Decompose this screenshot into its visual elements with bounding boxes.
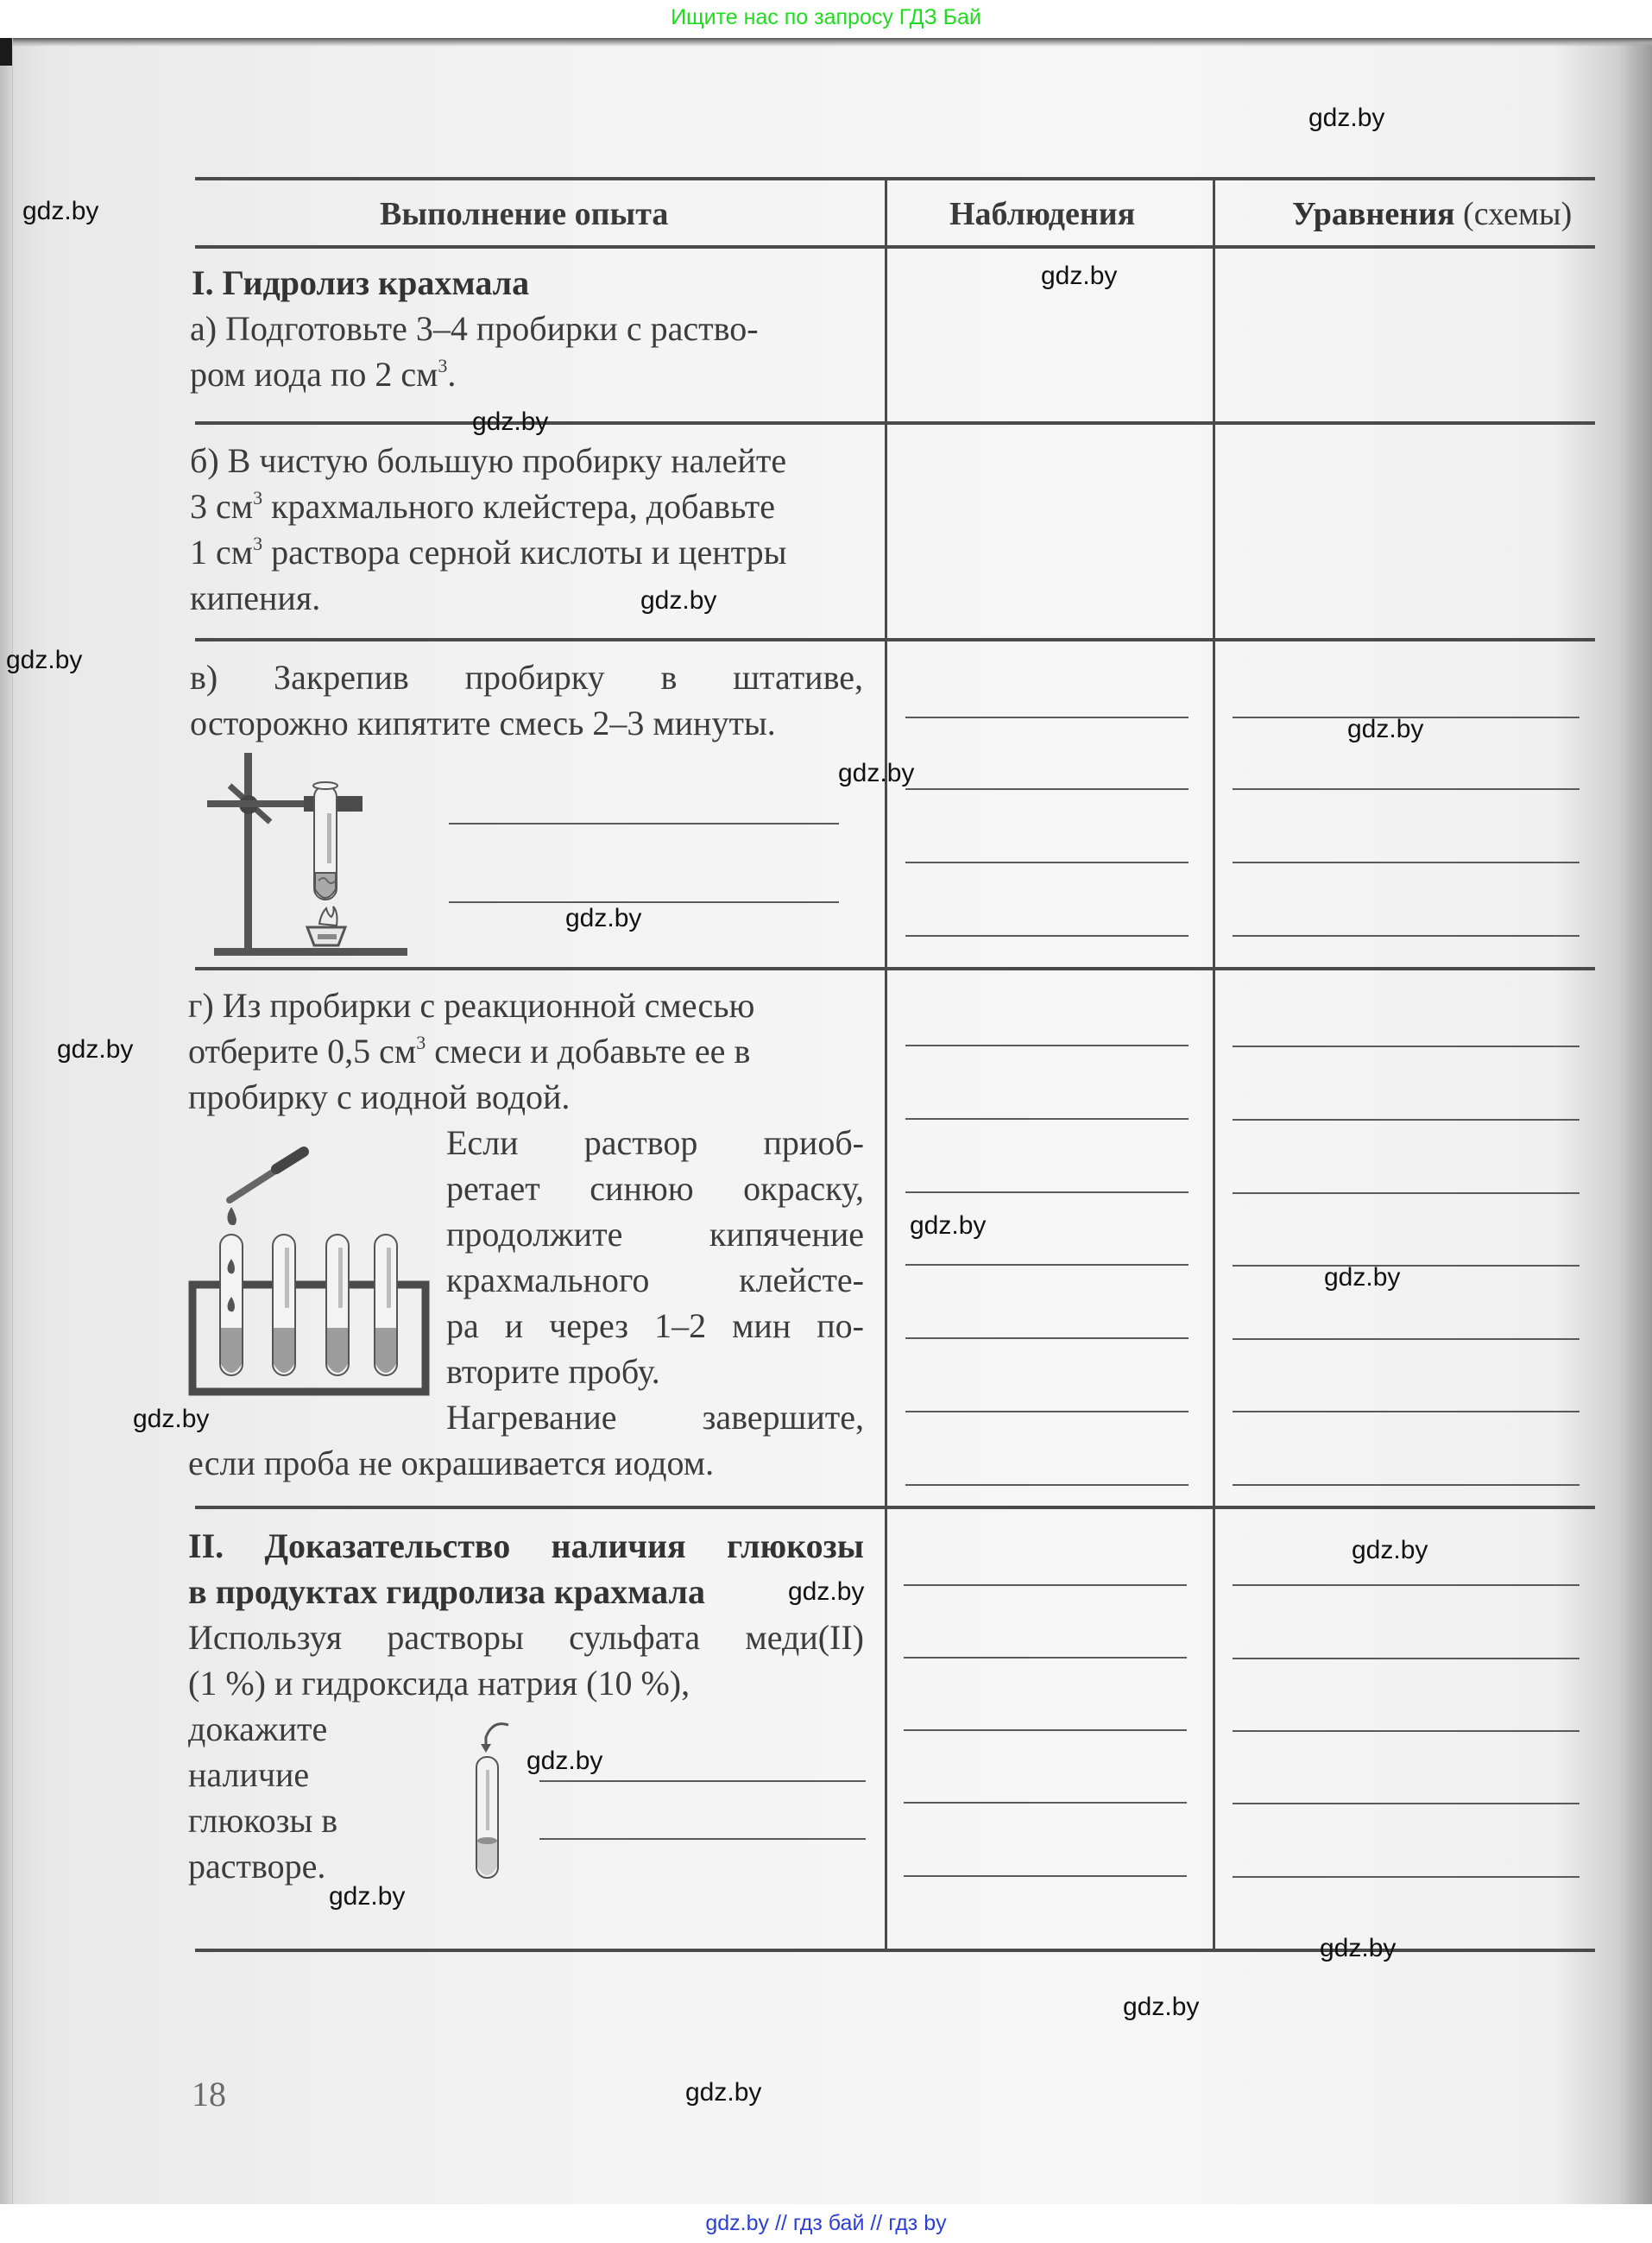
section-2-side-line-1: докажите bbox=[188, 1709, 328, 1748]
section-2-side-line-4: растворе. bbox=[188, 1847, 326, 1886]
eq-line[interactable] bbox=[1233, 1119, 1579, 1121]
watermark-text: gdz.by bbox=[472, 408, 549, 436]
watermark-text: gdz.by bbox=[1123, 1993, 1200, 2021]
row-rule-a bbox=[195, 421, 1595, 425]
step-g-text-cont: смеси и добавьте ее в bbox=[426, 1032, 751, 1071]
eq-line[interactable] bbox=[1233, 1584, 1579, 1586]
table-top-rule bbox=[195, 177, 1595, 180]
obs-line[interactable] bbox=[905, 935, 1189, 937]
step-a-line-1: а) Подготовьте 3–4 пробирки с раство- bbox=[190, 309, 759, 348]
step-a-text-end: . bbox=[447, 355, 457, 394]
top-banner[interactable]: Ищите нас по запросу ГДЗ Бай bbox=[0, 0, 1652, 38]
watermark-text: gdz.by bbox=[685, 2078, 762, 2107]
obs-line[interactable] bbox=[905, 1264, 1189, 1266]
eq-line[interactable] bbox=[1233, 788, 1579, 790]
eq-line[interactable] bbox=[1233, 1730, 1579, 1732]
section-2-side-line-2: наличие bbox=[188, 1755, 310, 1794]
watermark-text: gdz.by bbox=[838, 759, 915, 787]
step-b-line-1: б) В чистую большую пробирку налейте bbox=[190, 441, 787, 480]
header-equations-bold: Уравнения bbox=[1292, 196, 1455, 232]
bottom-banner[interactable]: gdz.by // гдз бай // гдз by bbox=[0, 2204, 1652, 2243]
step-g-line-3: пробирку с иодной водой. bbox=[188, 1077, 571, 1116]
step-g-side-line-2: ретает синюю окраску, bbox=[446, 1169, 864, 1208]
obs-line[interactable] bbox=[904, 1875, 1187, 1877]
header-bottom-rule bbox=[195, 245, 1595, 249]
eq-line[interactable] bbox=[1233, 1658, 1579, 1659]
obs-line[interactable] bbox=[905, 1337, 1189, 1339]
step-g-line-2 bbox=[188, 1029, 750, 1074]
column-divider-1 bbox=[885, 177, 887, 1950]
step-g-last-line: если проба не окрашивается иодом. bbox=[188, 1444, 715, 1482]
eq-line[interactable] bbox=[1233, 1484, 1579, 1486]
row-rule-g bbox=[195, 1506, 1595, 1509]
eq-line[interactable] bbox=[1233, 1192, 1579, 1194]
eq-line[interactable] bbox=[1233, 935, 1579, 937]
lab-stand-figure bbox=[207, 751, 414, 963]
step-b-text: 1 см bbox=[190, 533, 254, 572]
step-g-side-line-3: продолжите кипячение bbox=[446, 1215, 864, 1254]
obs-line[interactable] bbox=[904, 1729, 1187, 1731]
watermark-text: gdz.by bbox=[22, 197, 99, 225]
section-2-title-line-1: II. Доказательство наличия глюкозы bbox=[188, 1526, 864, 1565]
obs-line[interactable] bbox=[905, 1411, 1189, 1412]
eq-line[interactable] bbox=[1233, 1338, 1579, 1340]
section-2-answer-line-1[interactable] bbox=[539, 1780, 866, 1782]
obs-line[interactable] bbox=[905, 717, 1189, 718]
test-tube-rack-figure bbox=[181, 1114, 449, 1407]
section-2-side-line-3: глюкозы в bbox=[188, 1801, 338, 1840]
watermark-text: gdz.by bbox=[788, 1577, 865, 1606]
step-b-line-2 bbox=[190, 484, 775, 529]
step-g-text: отберите 0,5 см bbox=[188, 1032, 417, 1071]
step-g-side-line-7: Нагревание завершите, bbox=[446, 1398, 864, 1437]
page-top-shadow bbox=[0, 38, 1652, 47]
obs-line[interactable] bbox=[905, 862, 1189, 863]
eq-line[interactable] bbox=[1233, 1046, 1579, 1047]
watermark-text: gdz.by bbox=[1041, 262, 1118, 290]
section-2-answer-line-2[interactable] bbox=[539, 1838, 866, 1840]
page-corner-mark bbox=[0, 38, 12, 66]
row-rule-b bbox=[195, 638, 1595, 641]
watermark-text: gdz.by bbox=[1320, 1934, 1397, 1962]
obs-line[interactable] bbox=[904, 1584, 1187, 1586]
obs-line[interactable] bbox=[905, 1118, 1189, 1120]
step-v-answer-line-2[interactable] bbox=[449, 901, 839, 903]
column-divider-2 bbox=[1213, 177, 1215, 1950]
step-v-answer-line-1[interactable] bbox=[449, 823, 839, 825]
header-equations-note: (схемы) bbox=[1463, 196, 1573, 232]
row-rule-v bbox=[195, 967, 1595, 970]
obs-line[interactable] bbox=[905, 788, 1189, 790]
step-g-side-line-5: ра и через 1–2 мин по- bbox=[446, 1306, 864, 1345]
step-a-text: ром иода по 2 см bbox=[190, 355, 438, 394]
obs-line[interactable] bbox=[904, 1657, 1187, 1659]
section-1-title: I. Гидролиз крахмала bbox=[192, 263, 530, 302]
eq-line[interactable] bbox=[1233, 1803, 1579, 1804]
header-observations: Наблюдения bbox=[949, 196, 1136, 232]
step-b-text-cont: раствора серной кислоты и центры bbox=[262, 533, 787, 572]
test-tube-arrow-figure bbox=[470, 1718, 514, 1882]
step-a-line-2 bbox=[190, 352, 456, 397]
superscript: 3 bbox=[438, 354, 448, 376]
obs-line[interactable] bbox=[905, 1045, 1189, 1046]
watermark-text: gdz.by bbox=[1347, 715, 1424, 743]
watermark-text: gdz.by bbox=[1352, 1536, 1428, 1564]
eq-line[interactable] bbox=[1233, 1411, 1579, 1412]
watermark-text: gdz.by bbox=[1308, 104, 1385, 132]
watermark-text: gdz.by bbox=[565, 904, 642, 932]
watermark-text: gdz.by bbox=[133, 1405, 210, 1433]
step-v-line-2: осторожно кипятите смесь 2–3 минуты. bbox=[190, 704, 776, 742]
step-g-side-line-6: вторите пробу. bbox=[446, 1352, 660, 1391]
obs-line[interactable] bbox=[905, 1484, 1189, 1486]
step-v-line-1: в) Закрепив пробирку в штативе, bbox=[190, 658, 863, 697]
test-tubes bbox=[220, 1235, 397, 1375]
watermark-text: gdz.by bbox=[57, 1035, 134, 1064]
page-left-edge bbox=[0, 38, 13, 2204]
section-2-title-line-2: в продуктах гидролиза крахмала bbox=[188, 1572, 705, 1611]
section-2-body-line-1: Используя растворы сульфата меди(II) bbox=[188, 1618, 864, 1657]
eq-line[interactable] bbox=[1233, 1876, 1579, 1878]
watermark-text: gdz.by bbox=[910, 1211, 987, 1240]
eq-line[interactable] bbox=[1233, 1265, 1579, 1267]
header-equations bbox=[1292, 193, 1572, 235]
watermark-text: gdz.by bbox=[329, 1882, 406, 1911]
eq-line[interactable] bbox=[1233, 862, 1579, 863]
step-g-line-1: г) Из пробирки с реакционной смесью bbox=[188, 986, 755, 1025]
step-g-side-line-4: крахмального клейсте- bbox=[446, 1261, 864, 1299]
step-g-side-line-1: Если раствор приоб- bbox=[446, 1123, 864, 1162]
section-2-body-line-2: (1 %) и гидроксида натрия (10 %), bbox=[188, 1664, 690, 1703]
watermark-text: gdz.by bbox=[1324, 1263, 1401, 1292]
obs-line[interactable] bbox=[905, 1191, 1189, 1193]
watermark-text: gdz.by bbox=[6, 646, 83, 674]
step-b-line-4: кипения. bbox=[190, 578, 321, 617]
superscript: 3 bbox=[416, 1031, 426, 1053]
superscript: 3 bbox=[253, 486, 263, 509]
superscript: 3 bbox=[253, 532, 263, 554]
watermark-text: gdz.by bbox=[526, 1747, 603, 1775]
header-procedure: Выполнение опыта bbox=[380, 196, 669, 232]
watermark-text: gdz.by bbox=[640, 586, 717, 615]
step-b-line-3 bbox=[190, 530, 786, 575]
obs-line[interactable] bbox=[904, 1802, 1187, 1804]
step-b-text: 3 см bbox=[190, 487, 254, 526]
step-b-text-cont: крахмального клейстера, добавьте bbox=[262, 487, 776, 526]
page-number: 18 bbox=[192, 2075, 226, 2113]
